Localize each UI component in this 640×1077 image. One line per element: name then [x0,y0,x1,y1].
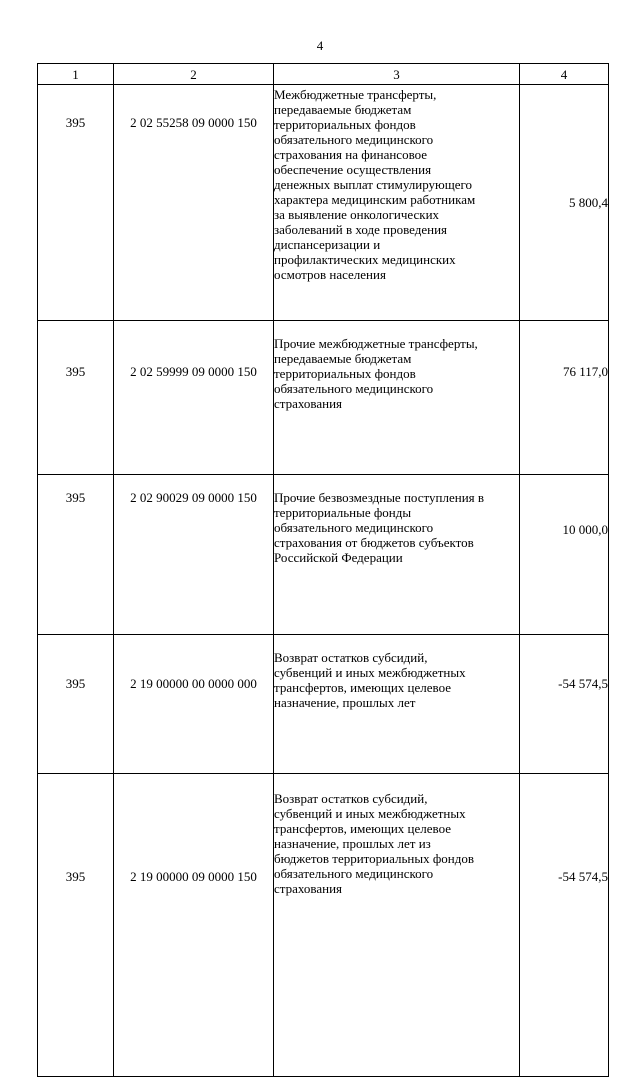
table-row [38,475,609,635]
amount: -54 574,5 [520,774,609,1077]
revenue-name-line: обязательного медицинского [274,381,434,396]
budget-revenue-table [37,63,609,1077]
revenue-name-line: страхования от бюджетов субъектов [274,535,474,550]
table-row [38,321,609,475]
table-row [38,85,609,321]
amount: -54 574,5 [520,635,609,774]
budget-classification-code: 2 19 00000 00 0000 000 [114,635,274,774]
revenue-name [274,635,520,774]
revenue-name-line: диспансеризации и [274,237,381,252]
revenue-name-line: профилактических медицинских [274,252,456,267]
revenue-name-line: характера медицинским работникам [274,192,476,207]
revenue-name-line: территориальных фондов [274,366,416,381]
administrator-code: 395 [38,85,114,321]
revenue-name-line: Российской Федерации [274,550,403,565]
revenue-name-line: передаваемые бюджетам [274,102,412,117]
revenue-name-line: за выявление онкологических [274,207,440,222]
revenue-name [274,475,520,635]
administrator-code: 395 [38,321,114,475]
administrator-code: 395 [38,475,114,635]
revenue-name-line: обязательного медицинского [274,866,434,881]
administrator-code: 395 [38,635,114,774]
revenue-name-line: территориальных фондов [274,117,416,132]
revenue-name-line: трансфертов, имеющих целевое [274,821,452,836]
revenue-name-line: Межбюджетные трансферты, [274,87,437,102]
amount: 10 000,0 [520,475,609,635]
revenue-name-line: передаваемые бюджетам [274,351,412,366]
revenue-name-line: страхования [274,881,343,896]
revenue-name-line: осмотров населения [274,267,386,282]
administrator-code: 395 [38,774,114,1077]
revenue-name-line: трансфертов, имеющих целевое [274,680,452,695]
revenue-name-line: субвенций и иных межбюджетных [274,806,466,821]
revenue-name-line: заболеваний в ходе проведения [274,222,448,237]
revenue-name [274,85,520,321]
revenue-name-line: обязательного медицинского [274,520,434,535]
revenue-name-line: страхования на финансовое [274,147,428,162]
table-header-row [38,64,609,85]
revenue-name-line: страхования [274,396,343,411]
budget-classification-code: 2 02 59999 09 0000 150 [114,321,274,475]
revenue-name-line: денежных выплат стимулирующего [274,177,473,192]
revenue-name [274,774,520,1077]
column-header-2: 2 [114,64,274,85]
column-header-4: 4 [520,64,609,85]
revenue-name-line: Прочие безвозмездные поступления в [274,490,485,505]
revenue-name-line: Прочие межбюджетные трансферты, [274,336,478,351]
budget-classification-code: 2 02 90029 09 0000 150 [114,475,274,635]
revenue-name-line: Возврат остатков субсидий, [274,650,428,665]
revenue-name-line: территориальные фонды [274,505,412,520]
revenue-name-line: обеспечение осуществления [274,162,432,177]
table-row [38,635,609,774]
revenue-name-line: назначение, прошлых лет из [274,836,431,851]
budget-classification-code: 2 02 55258 09 0000 150 [114,85,274,321]
amount: 5 800,4 [520,85,609,321]
revenue-name-line: назначение, прошлых лет [274,695,416,710]
column-header-1: 1 [38,64,114,85]
table-row [38,774,609,1077]
budget-classification-code: 2 19 00000 09 0000 150 [114,774,274,1077]
revenue-name-line: бюджетов территориальных фондов [274,851,475,866]
revenue-name [274,321,520,475]
revenue-name-line: субвенций и иных межбюджетных [274,665,466,680]
amount: 76 117,0 [520,321,609,475]
column-header-3: 3 [274,64,520,85]
revenue-name-line: обязательного медицинского [274,132,434,147]
revenue-name-line: Возврат остатков субсидий, [274,791,428,806]
page-number: 4 [316,38,324,53]
